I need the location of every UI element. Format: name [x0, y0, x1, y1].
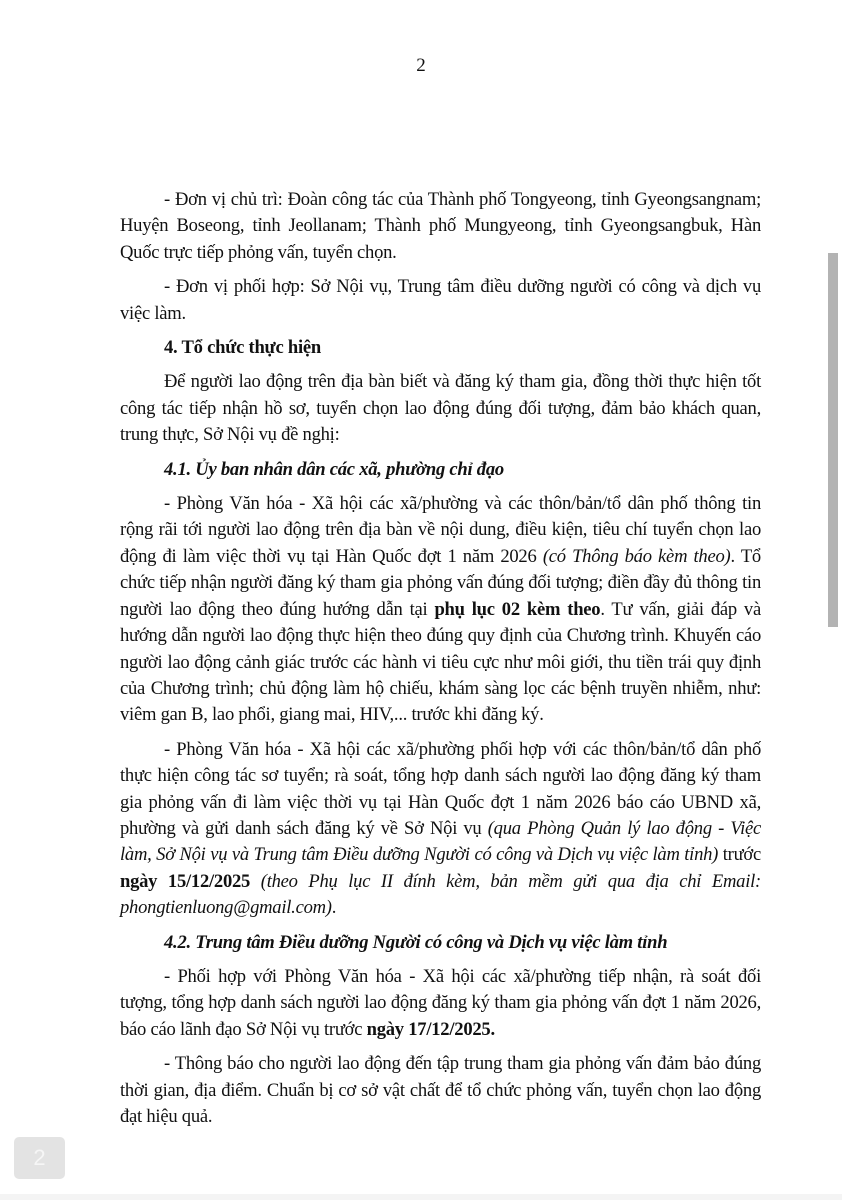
text-run: - Phòng Văn hóa - Xã hội các xã/phường phối hợp với các thôn/bản/tổ dân phố thực hiện công tác sơ tuyển; rà soát, tổng hợp danh sách người lao động đăng ký tham gia phỏng vấn đi làm việc thời vụ tại Hàn Quốc đợt 1 năm 2026 báo cáo UBND xã, phường và gửi danh sách đăng ký về Sở Nội vụ — [120, 738, 761, 839]
text-run-bold: ngày 15/12/2025 — [120, 870, 251, 892]
vertical-scrollbar[interactable] — [828, 253, 838, 627]
text-run: - Phối hợp với Phòng Văn hóa - Xã hội các xã/phường tiếp nhận, rà soát đối tượng, tổng hợp danh sách người lao động đăng ký tham gia phỏng vấn đợt 1 năm 2026, báo cáo lãnh đạo Sở Nội vụ trước — [120, 965, 761, 1040]
text-run-italic: (qua Phòng Quản lý lao động - Việc làm, Sở Nội vụ và Trung tâm Điều dưỡng Người có công và Dịch vụ việc làm tỉnh) — [120, 817, 761, 866]
section-heading-4-2: 4.2. Trung tâm Điều dưỡng Người có công và Dịch vụ việc làm tỉnh — [164, 931, 668, 953]
page-indicator-badge: 2 — [14, 1137, 65, 1179]
text-run-bold: ngày 17/12/2025. — [366, 1018, 495, 1040]
section-heading-4: 4. Tổ chức thực hiện — [164, 337, 321, 359]
text-run-italic: (theo Phụ lục II đính kèm, bản mềm gửi qua địa chỉ Email: phongtienluong@gmail.com) — [120, 870, 761, 919]
text-run: . Tổ chức tiếp nhận người đăng ký tham gia phỏng vấn đúng đối tượng; điền đầy đủ thông tin người lao động theo đúng hướng dẫn tại — [120, 545, 761, 620]
document-body — [120, 187, 761, 1130]
text-run: - Phòng Văn hóa - Xã hội các xã/phường và các thôn/bản/tổ dân phố thông tin rộng rãi tới người lao động trên địa bàn về nội dung, điều kiện, tiêu chí tuyển chọn lao động đi làm việc thời vụ tại Hàn Quốc đợt 1 năm 2026 — [120, 493, 761, 567]
paragraph-4-2-b: - Thông báo cho người lao động đến tập trung tham gia phỏng vấn đảm bảo đúng thời gian, địa điểm. Chuẩn bị cơ sở vật chất để tổ chức phỏng vấn, tuyển chọn lao động đạt hiệu quả. — [120, 1053, 761, 1127]
paragraph-4-1-b — [120, 737, 761, 922]
paragraph-4-1-a — [120, 491, 761, 729]
text-run-bold: phụ lục 02 kèm theo — [434, 598, 601, 620]
paragraph-host-unit: - Đơn vị chủ trì: Đoàn công tác của Thành phố Tongyeong, tỉnh Gyeongsangnam; Huyện Boseong, tỉnh Jeollanam; Thành phố Mungyeong, tỉnh Gyeongsangbuk, Hàn Quốc trực tiếp phỏng vấn, tuyển chọn. — [120, 189, 761, 263]
paragraph-4-2-a — [120, 964, 761, 1043]
paragraph-intro: Để người lao động trên địa bàn biết và đăng ký tham gia, đồng thời thực hiện tốt công tác tiếp nhận hồ sơ, tuyển chọn lao động đúng đối tượng, đảm bảo khách quan, trung thực, Sở Nội vụ đề nghị: — [120, 371, 761, 446]
text-run: trước — [718, 844, 761, 866]
bottom-bar — [0, 1194, 842, 1200]
text-run: . — [331, 897, 337, 919]
paragraph-coordinating-unit: - Đơn vị phối hợp: Sở Nội vụ, Trung tâm điều dưỡng người có công và dịch vụ việc làm. — [120, 276, 761, 324]
section-heading-4-1: 4.1. Ủy ban nhân dân các xã, phường chỉ đạo — [164, 458, 504, 480]
text-run-italic: (có Thông báo kèm theo) — [542, 545, 731, 567]
text-run: . Tư vấn, giải đáp và hướng dẫn người lao động thực hiện theo đúng quy định của Chương trình. Khuyến cáo người lao động cảnh giác trước các hành vi tiêu cực như môi giới, thu tiền trái quy định của Chương trình; chủ động làm hộ chiếu, khám sàng lọc các bệnh truyền nhiễm, như: viêm gan B, lao phổi, giang mai, HIV,... trước khi đăng ký. — [120, 598, 761, 726]
page-number: 2 — [416, 55, 426, 76]
